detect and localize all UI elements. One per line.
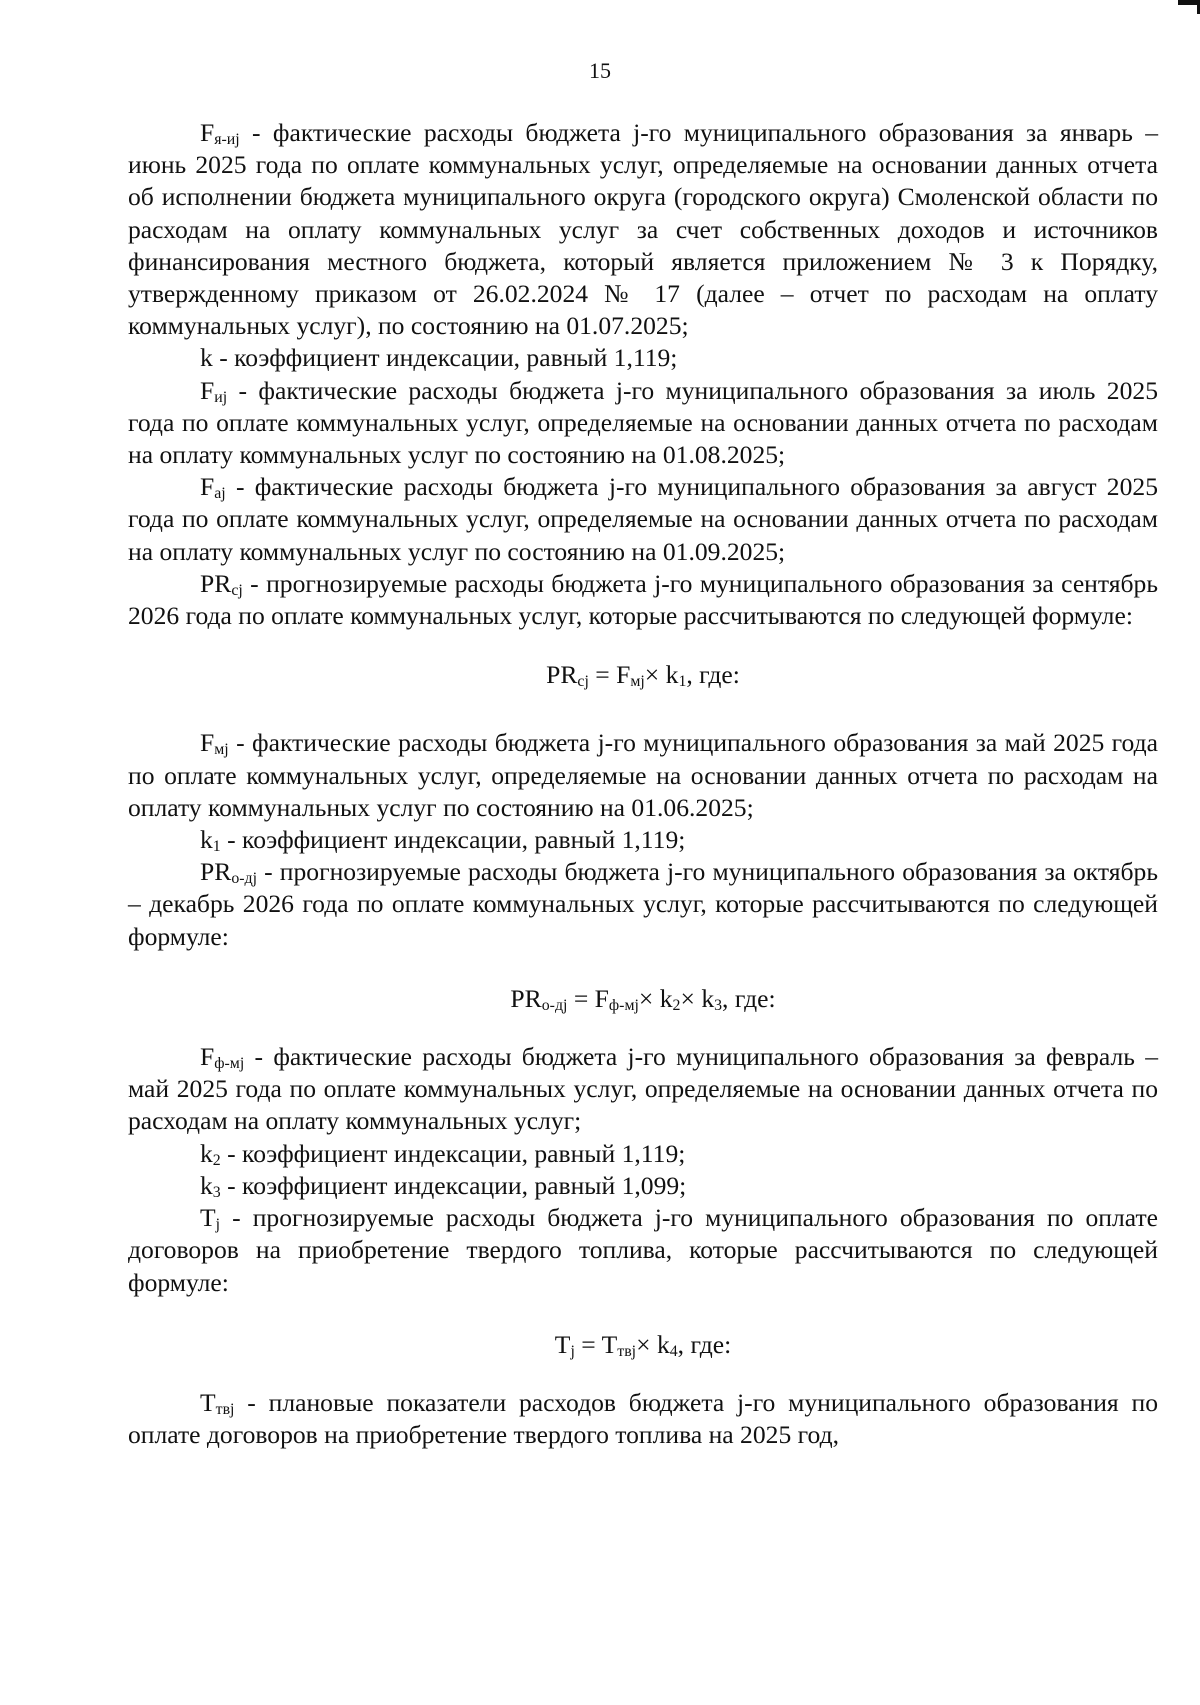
formula-equals: =: [574, 1329, 602, 1359]
symbol-subscript: 1: [212, 838, 221, 856]
formula-term-subscript: 1: [678, 673, 687, 691]
definition-pr-oct-dec: [128, 856, 1158, 953]
symbol: PR: [200, 857, 232, 887]
definition-f-feb-may: [128, 1041, 1158, 1138]
formula-term-subscript: 2: [672, 997, 681, 1015]
definition-f-jan-jun: [128, 117, 1158, 342]
definition-pr-september: [128, 568, 1158, 632]
formula-term: F: [594, 983, 609, 1013]
formula-term: T: [601, 1329, 618, 1359]
formula-tail: , где:: [722, 983, 776, 1013]
definition-text: - фактические расходы бюджета j-го муниципального образования за февраль – май 2025 года по оплате коммунальных услуг, определяемые на основании данных отчета по расходам на оплату коммунальных услуг;: [128, 1042, 1158, 1136]
symbol-subscript: cj: [231, 582, 243, 600]
definition-tj: [128, 1202, 1158, 1299]
definition-text: - фактические расходы бюджета j-го муниципального образования за август 2025 года по оплате коммунальных услуг, определяемые на основании данных отчета по расходам на оплату коммунальных услуг по состоянию на 01.09.2025;: [128, 472, 1158, 566]
definition-text: - прогнозируемые расходы бюджета j-го муниципального образования за октябрь – декабрь 2026 года по оплате коммунальных услуг, которые рассчитываются по следующей формуле:: [128, 857, 1158, 951]
symbol-subscript: ф-мj: [214, 1055, 245, 1073]
formula-tj: [128, 1329, 1158, 1361]
definition-k1: [128, 824, 1158, 856]
formula-pr-september: [128, 659, 1158, 691]
symbol: F: [200, 728, 215, 758]
formula-lhs: PR: [546, 660, 578, 690]
symbol: F: [200, 375, 215, 405]
symbol-subscript: иj: [214, 388, 228, 406]
definition-text: - фактические расходы бюджета j-го муниципального образования за январь – июнь 2025 года по оплате коммунальных услуг, определяемые на основании данных отчета об исполнении бюджета муниципального округа (городского округа) Смоленской области по расходам на оплату коммунальных услуг за счет собственных доходов и источников финансирования местного бюджета, который является приложением № 3 к Порядку, утвержденному приказом от 26.02.2024 № 17 (далее – отчет по расходам на оплату коммунальных услуг), по состоянию на 01.07.2025;: [128, 118, 1158, 341]
symbol: k: [200, 825, 213, 855]
definition-ttv: [128, 1387, 1158, 1451]
formula-term-subscript: твj: [617, 1342, 637, 1360]
formula-term-subscript: ф-мj: [608, 997, 639, 1015]
definition-k: [128, 342, 1158, 374]
symbol: F: [200, 472, 215, 502]
definition-f-august: [128, 471, 1158, 568]
symbol-subscript: я-иj: [214, 131, 240, 149]
definition-k3: [128, 1170, 1158, 1202]
symbol: F: [200, 118, 215, 147]
symbol: T: [200, 1387, 216, 1417]
symbol: F: [200, 1042, 215, 1072]
formula-term: F: [616, 660, 631, 690]
symbol: k: [200, 1170, 213, 1200]
definition-text: - фактические расходы бюджета j-го муниципального образования за май 2025 года по оплате коммунальных услуг, определяемые на основании данных отчета по расходам на оплату коммунальных услуг по состоянию на 01.06.2025;: [128, 728, 1158, 822]
formula-tail: , где:: [686, 660, 740, 690]
symbol-subscript: j: [215, 1216, 221, 1234]
formula-term: k: [701, 983, 715, 1013]
formula-term: k: [659, 983, 673, 1013]
formula-equals: =: [588, 660, 617, 690]
formula-lhs-subscript: о-дj: [541, 997, 568, 1015]
definition-text: - фактические расходы бюджета j-го муниципального образования за июль 2025 года по оплате коммунальных услуг, определяемые на основании данных отчета по расходам на оплату коммунальных услуг по состоянию на 01.08.2025;: [128, 375, 1158, 470]
definition-text: - плановые показатели расходов бюджета j-го муниципального образования по оплате договоров на приобретение твердого топлива на 2025 год,: [128, 1387, 1158, 1450]
definition-text: k - коэффициент индексации, равный 1,119;: [200, 343, 678, 373]
symbol-subscript: мj: [214, 741, 229, 759]
symbol-subscript: аj: [214, 485, 226, 503]
symbol-subscript: 2: [212, 1151, 221, 1169]
formula-term: k: [665, 660, 679, 690]
definition-k2: [128, 1138, 1158, 1170]
symbol-subscript: о-дj: [231, 870, 257, 888]
symbol: T: [200, 1203, 216, 1233]
formula-term-subscript: 3: [714, 997, 723, 1015]
formula-pr-oct-dec: [128, 983, 1158, 1015]
symbol: k: [200, 1138, 213, 1168]
formula-operator: ×: [644, 660, 666, 690]
document-body: [128, 117, 1158, 1451]
symbol-subscript: 3: [212, 1184, 221, 1202]
formula-lhs-subscript: j: [570, 1342, 575, 1360]
formula-tail: , где:: [677, 1329, 732, 1359]
formula-term-subscript: 4: [669, 1342, 678, 1360]
definition-text: - прогнозируемые расходы бюджета j-го муниципального образования по оплате договоров на приобретение твердого топлива, которые рассчитываются по следующей формуле:: [128, 1203, 1158, 1297]
definition-f-july: [128, 375, 1158, 472]
formula-lhs: PR: [510, 983, 542, 1013]
formula-lhs: T: [554, 1329, 571, 1359]
formula-term: k: [656, 1329, 670, 1359]
formula-equals: =: [567, 983, 595, 1013]
definition-text: - коэффициент индексации, равный 1,099;: [220, 1170, 687, 1200]
formula-operator: ×: [638, 983, 660, 1013]
definition-text: - коэффициент индексации, равный 1,119;: [220, 1138, 686, 1168]
definition-f-may: [128, 727, 1158, 824]
formula-term-subscript: мj: [630, 673, 645, 691]
symbol: PR: [200, 568, 232, 598]
formula-lhs-subscript: cj: [577, 673, 589, 691]
symbol-subscript: твj: [215, 1401, 235, 1419]
definition-text: - коэффициент индексации, равный 1,119;: [220, 825, 686, 855]
formula-operator: ×: [636, 1329, 657, 1359]
definition-text: - прогнозируемые расходы бюджета j-го муниципального образования за сентябрь 2026 года по оплате коммунальных услуг, которые рассчитываются по следующей формуле:: [128, 568, 1158, 631]
formula-operator: ×: [680, 983, 702, 1013]
page-number: 15: [589, 58, 611, 83]
